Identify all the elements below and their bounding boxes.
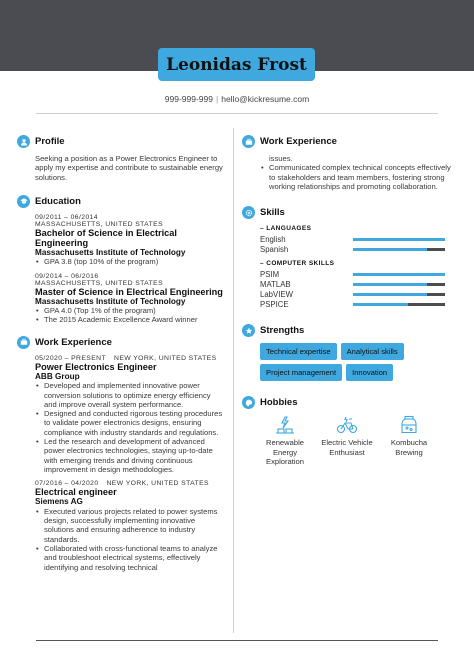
job-bullet: • Collaborated with cross-functional teams to analyze and troubleshoot electrical systems, effectively identifying and resolving technical (35, 544, 225, 572)
email-link[interactable]: hello@kickresume.com (221, 94, 310, 104)
skill-name: MATLAB (260, 279, 291, 289)
education-date (35, 214, 225, 221)
hobby-label: Kombucha Brewing (390, 438, 428, 457)
strength-tag: Innovation (346, 364, 393, 381)
contact-separator: | (216, 94, 219, 104)
skill-level-bar (353, 293, 445, 296)
profile-heading (17, 134, 225, 149)
skill-level-bar (353, 248, 445, 251)
skill-row (260, 244, 454, 254)
left-column (17, 134, 225, 578)
education-date (35, 273, 225, 280)
education-bullet: • GPA 3.8 (top 10% of the program) (35, 257, 225, 266)
hobby-label: Electric Vehicle Enthusiast (321, 438, 373, 457)
star-icon (242, 324, 255, 337)
skill-name: LabVIEW (260, 289, 293, 299)
education-item (35, 273, 225, 325)
gear-icon (242, 206, 255, 219)
job-location: NEW YORK, UNITED STATES (106, 480, 209, 488)
skill-name: PSPICE (260, 299, 289, 309)
right-column (242, 134, 454, 467)
job-role: Electrical engineer (35, 487, 117, 498)
strength-tag: Technical expertise (260, 343, 337, 360)
skill-row (260, 269, 454, 279)
palette-icon (242, 396, 255, 409)
skill-name: PSIM (260, 269, 280, 279)
work-experience-heading (17, 335, 225, 350)
job-role: Power Electronics Engineer (35, 361, 157, 372)
footer-divider (36, 640, 438, 641)
education-heading (17, 194, 225, 209)
skill-category: – LANGUAGES (260, 225, 312, 233)
skill-level-bar (353, 238, 445, 241)
work-experience-continued-heading (242, 134, 454, 149)
job-bullet: • Communicated complex technical concepts effectively to stakeholders and team members, fostering strong working relationships and promoting collaboration. (260, 163, 454, 191)
strength-tag: Analytical skills (341, 343, 404, 360)
job-bullet: • Developed and implemented innovative power conversion solutions to optimize energy efficiency and improve overall system performance. (35, 381, 225, 409)
education-item (35, 214, 225, 267)
phone: 999-999-999 (164, 94, 213, 104)
job-bullet: • Executed various projects related to power systems design, successfully implementing innovative solutions and ensuring adherence to industry standards. (35, 507, 225, 544)
graduation-cap-icon (17, 195, 30, 208)
skill-level-bar (353, 283, 445, 286)
date-range: 05/2020 – PRESENT (35, 354, 107, 362)
name-banner (158, 48, 315, 81)
school-name: Massachusetts Institute of Technology (35, 247, 186, 257)
skill-row (260, 289, 454, 299)
section-title: Work Experience (260, 136, 337, 147)
skill-row (260, 234, 454, 244)
job-location: NEW YORK, UNITED STATES (114, 354, 217, 362)
skill-name: English (260, 234, 286, 244)
hobby-item (254, 415, 316, 467)
skill-level-fill (353, 273, 445, 276)
job-bullet: • Designed and conducted rigorous testing procedures to validate power electronics designs, ensuring compliance with industry standards and regulations. (35, 409, 225, 437)
job-bullet: • Led the research and development of advanced power electronics technologies, staying up-to-date with emerging trends and driving continuous improvement in design methodologies. (35, 437, 225, 474)
school-name: Massachusetts Institute of Technology (35, 296, 186, 306)
hobby-item (378, 415, 440, 467)
candidate-name: Leonidas Frost (166, 54, 307, 75)
section-title: Hobbies (260, 397, 298, 409)
hobbies-heading (242, 395, 454, 410)
column-divider (233, 128, 234, 633)
job-bullet-continuation: issues. (269, 154, 293, 163)
header-divider (36, 113, 438, 114)
contact-line (0, 94, 474, 104)
skill-level-fill (353, 293, 427, 296)
education-bullet: • GPA 4.0 (Top 1% of the program) (35, 306, 225, 315)
education-bullet: • The 2015 Academic Excellence Award winner (35, 315, 225, 324)
strengths-heading (242, 323, 454, 338)
skill-category: – COMPUTER SKILLS (260, 260, 335, 268)
section-title: Work Experience (35, 336, 112, 348)
date-range: 09/2014 – 06/2016 (35, 272, 99, 280)
skill-level-bar (353, 303, 445, 306)
skill-row (260, 279, 454, 289)
education-location: MASSACHUSETTS, UNITED STATES (35, 220, 164, 228)
skill-level-fill (353, 283, 427, 286)
electric-bike-icon (336, 415, 358, 435)
skill-level-fill (353, 248, 427, 251)
energy-icon (274, 415, 296, 435)
skills-heading (242, 205, 454, 220)
skill-level-fill (353, 303, 408, 306)
skill-level-bar (353, 273, 445, 276)
skill-level-fill (353, 238, 445, 241)
date-range: 09/2011 – 06/2014 (35, 213, 98, 221)
degree-title: Bachelor of Science in Electrical Engineering (35, 227, 177, 248)
profile-text: Seeking a position as a Power Electronics Engineer to apply my expertise and contribute to sustainable energy solutions. (35, 154, 223, 182)
profile-icon (17, 135, 30, 148)
hobby-label: Renewable Energy Exploration (266, 438, 304, 467)
job-entry (35, 355, 225, 474)
section-title: Profile (35, 136, 65, 147)
section-title: Education (35, 195, 81, 207)
strength-tag: Project management (260, 364, 342, 381)
hobby-item (316, 415, 378, 467)
date-range: 07/2016 – 04/2020 (35, 480, 99, 488)
job-entry (35, 480, 225, 572)
briefcase-icon (17, 336, 30, 349)
hobby-list (254, 415, 454, 467)
job-date (35, 480, 225, 487)
company-name: Siemens AG (35, 497, 83, 507)
degree-title: Master of Science in Electrical Engineering (35, 286, 223, 297)
section-title: Strengths (260, 325, 305, 337)
education-location: MASSACHUSETTS, UNITED STATES (35, 279, 164, 287)
job-date (35, 355, 225, 362)
kombucha-jar-icon (398, 415, 420, 435)
section-title: Skills (260, 207, 285, 219)
skill-name: Spanish (260, 244, 289, 254)
briefcase-icon (242, 135, 255, 148)
company-name: ABB Group (35, 371, 80, 381)
strength-tags (260, 343, 430, 381)
skill-row (260, 299, 454, 309)
